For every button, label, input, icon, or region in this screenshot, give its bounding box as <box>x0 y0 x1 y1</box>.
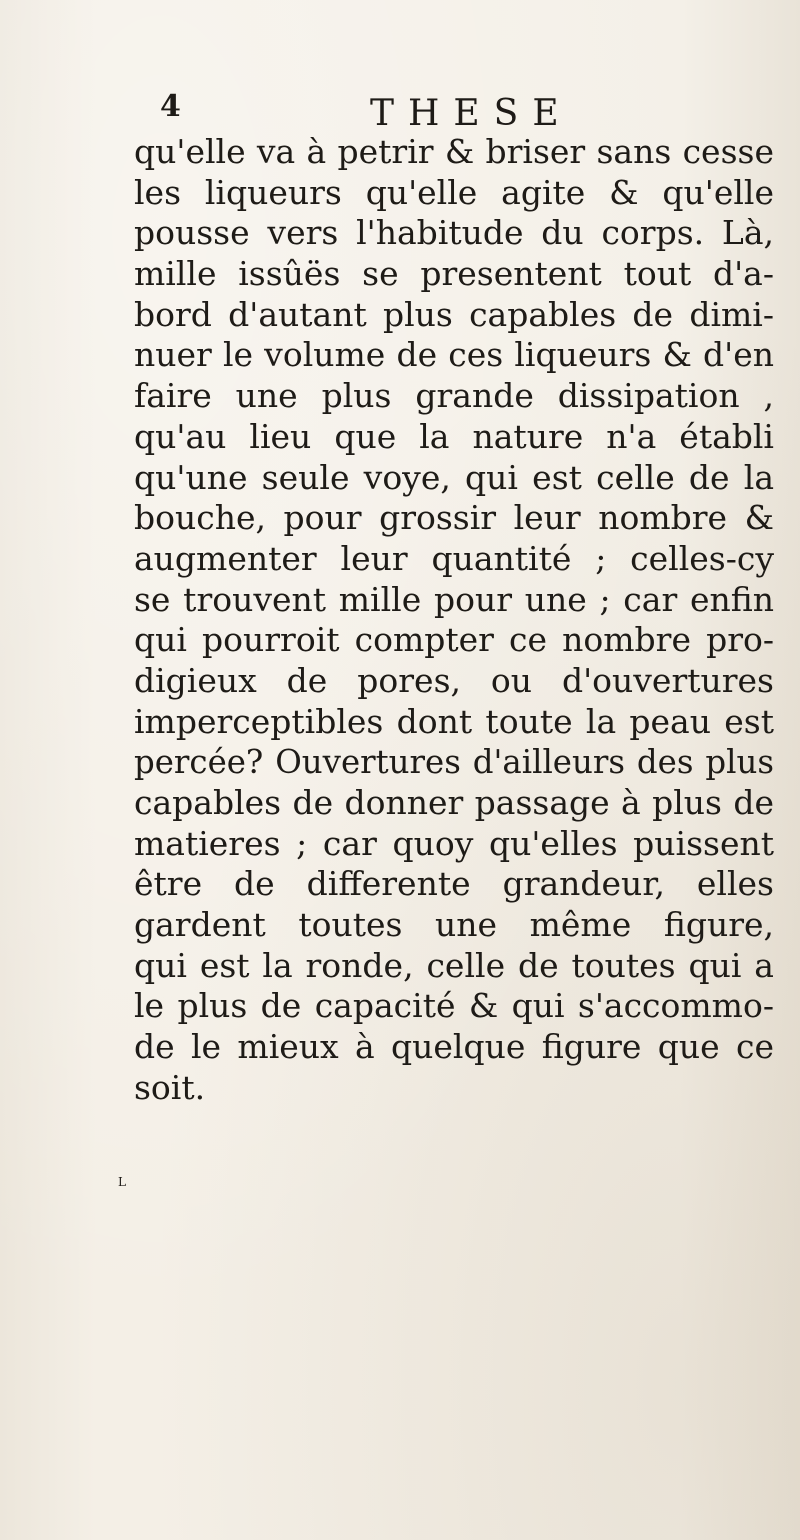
text-line: mille issûës se presentent tout d'a- <box>134 254 774 294</box>
text-line: imperceptibles dont toute la peau est <box>134 701 774 741</box>
text-line: qui est la ronde, celle de toutes qui a <box>134 945 774 985</box>
text-line: les liqueurs qu'elle agite & qu'elle <box>134 172 774 212</box>
text-line: matieres ; car quoy qu'elles puissent <box>134 823 774 863</box>
text-line: qu'une seule voye, qui est celle de la <box>134 457 774 497</box>
text-line: bord d'autant plus capables de dimi- <box>134 294 774 334</box>
text-line: faire une plus grande dissipation , <box>134 376 774 416</box>
text-line: le plus de capacité & qui s'accommo- <box>134 986 774 1026</box>
text-line: bouche, pour grossir leur nombre & <box>134 498 774 538</box>
text-line: pousse vers l'habitude du corps. Là, <box>134 213 774 253</box>
body-text <box>134 132 774 1109</box>
text-line: gardent toutes une même figure, <box>134 905 774 945</box>
catchword: L <box>118 1175 126 1189</box>
text-line: qu'elle va à petrir & briser sans cesse <box>134 132 774 171</box>
text-line: percée? Ouvertures d'ailleurs des plus <box>134 743 774 782</box>
text-line: nuer le volume de ces liqueurs & d'en <box>134 335 774 375</box>
running-head: THESE <box>370 93 573 134</box>
text-line: capables de donner passage à plus de <box>134 783 774 822</box>
text-line-last: soit. <box>134 1067 206 1107</box>
text-line: se trouvent mille pour une ; car enfin <box>134 579 774 619</box>
text-line: digieux de pores, ou d'ouvertures <box>134 660 774 700</box>
text-line: augmenter leur quantité ; celles-cy <box>134 538 774 578</box>
text-line: qui pourroit compter ce nombre pro- <box>134 620 774 660</box>
text-line: qu'au lieu que la nature n'a établi <box>134 416 774 456</box>
text-line: de le mieux à quelque figure que ce <box>134 1027 774 1067</box>
page-number: 4 <box>160 89 181 124</box>
text-line: être de differente grandeur, elles <box>134 864 774 904</box>
